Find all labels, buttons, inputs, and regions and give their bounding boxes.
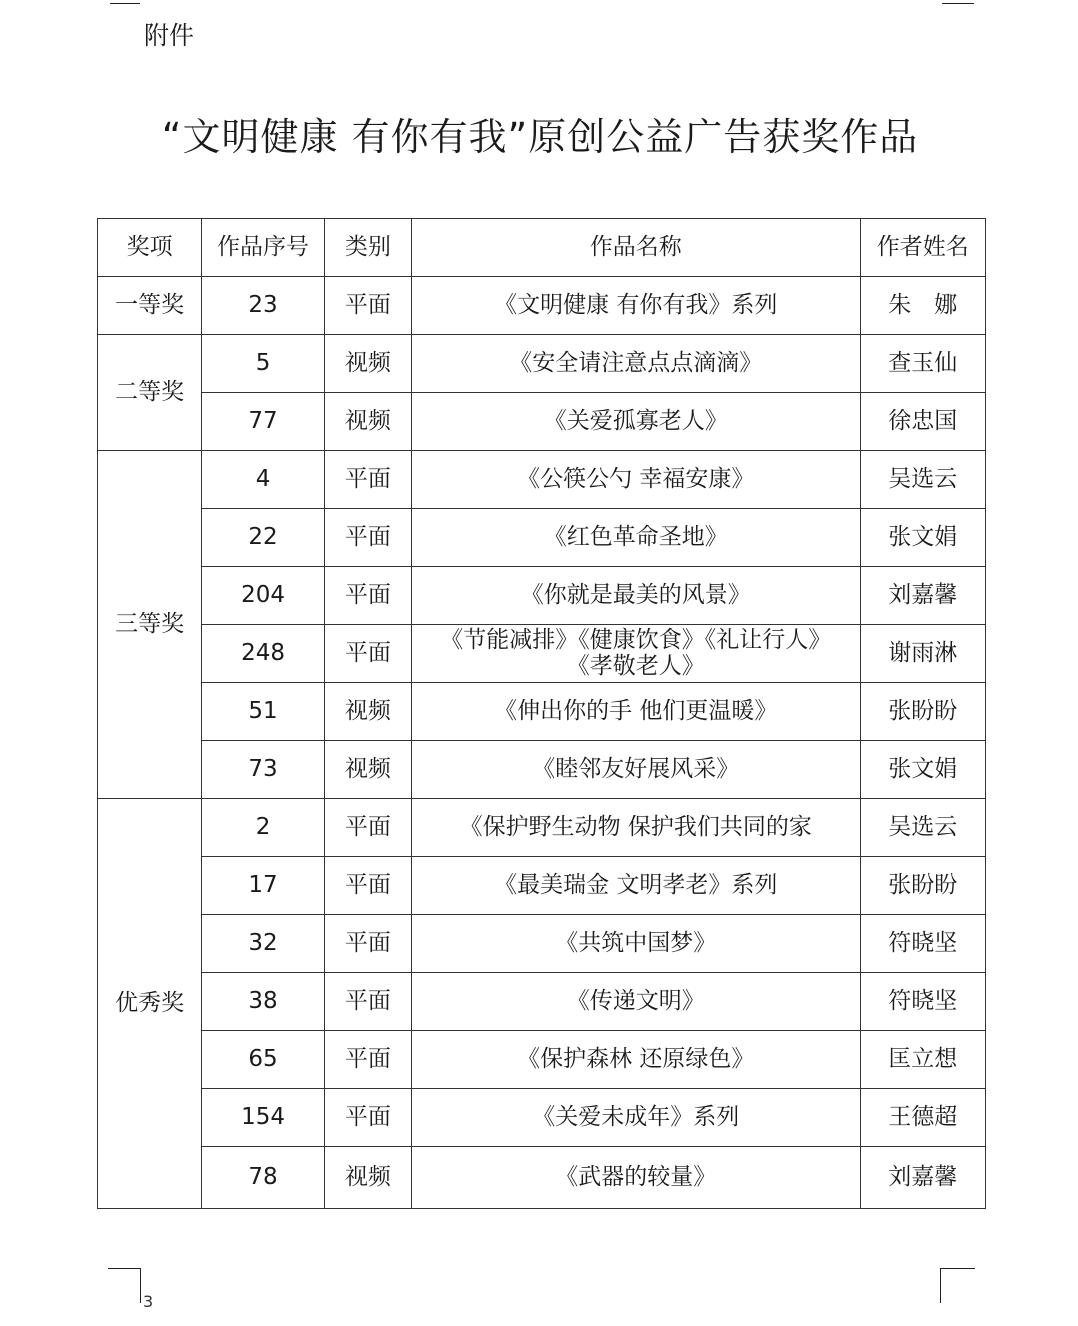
work-title-cell: 《传递文明》 <box>412 973 861 1031</box>
number-cell: 2 <box>202 799 324 857</box>
number-cell: 4 <box>202 451 324 509</box>
type-cell: 平面 <box>324 451 411 509</box>
table-row <box>98 915 986 973</box>
number-cell: 77 <box>202 393 324 451</box>
work-title-cell: 《红色革命圣地》 <box>412 509 861 567</box>
table-row <box>98 451 986 509</box>
type-cell: 视频 <box>324 335 411 393</box>
author-cell: 刘嘉馨 <box>860 1147 985 1209</box>
type-cell: 平面 <box>324 915 411 973</box>
table-row <box>98 857 986 915</box>
number-cell: 204 <box>202 567 324 625</box>
table-row <box>98 625 986 683</box>
number-cell: 5 <box>202 335 324 393</box>
number-cell: 65 <box>202 1031 324 1089</box>
work-title-cell: 《武器的较量》 <box>412 1147 861 1209</box>
number-cell: 38 <box>202 973 324 1031</box>
table-row <box>98 1147 986 1209</box>
number-cell: 248 <box>202 625 324 683</box>
type-cell: 平面 <box>324 625 411 683</box>
work-title-cell: 《关爱孤寡老人》 <box>412 393 861 451</box>
type-cell: 平面 <box>324 857 411 915</box>
type-cell: 平面 <box>324 799 411 857</box>
work-title-cell: 《保护森林 还原绿色》 <box>412 1031 861 1089</box>
table-row <box>98 567 986 625</box>
page-number: 3 <box>143 1292 154 1311</box>
header-type: 类别 <box>324 219 411 277</box>
author-cell: 匡立想 <box>860 1031 985 1089</box>
author-cell: 徐忠国 <box>860 393 985 451</box>
work-title-cell: 《最美瑞金 文明孝老》系列 <box>412 857 861 915</box>
author-cell: 张文娟 <box>860 509 985 567</box>
table-row <box>98 799 986 857</box>
work-title-cell: 《伸出你的手 他们更温暖》 <box>412 683 861 741</box>
author-cell: 张盼盼 <box>860 683 985 741</box>
header-work-title: 作品名称 <box>412 219 861 277</box>
work-title-cell: 《文明健康 有你有我》系列 <box>412 277 861 335</box>
number-cell: 73 <box>202 741 324 799</box>
prize-cell: 一等奖 <box>98 277 202 335</box>
work-title-cell: 《公筷公勺 幸福安康》 <box>412 451 861 509</box>
type-cell: 平面 <box>324 567 411 625</box>
document-title: “文明健康 有你有我”原创公益广告获奖作品 <box>161 115 919 159</box>
type-cell: 平面 <box>324 277 411 335</box>
work-title-cell: 《保护野生动物 保护我们共同的家 <box>412 799 861 857</box>
author-cell: 王德超 <box>860 1089 985 1147</box>
type-cell: 平面 <box>324 509 411 567</box>
table-header-row <box>98 219 986 277</box>
prize-cell: 优秀奖 <box>98 799 202 1209</box>
header-author: 作者姓名 <box>860 219 985 277</box>
type-cell: 平面 <box>324 973 411 1031</box>
work-title-cell: 《关爱未成年》系列 <box>412 1089 861 1147</box>
type-cell: 平面 <box>324 1089 411 1147</box>
author-cell: 刘嘉馨 <box>860 567 985 625</box>
number-cell: 32 <box>202 915 324 973</box>
type-cell: 视频 <box>324 393 411 451</box>
header-prize: 奖项 <box>98 219 202 277</box>
number-cell: 78 <box>202 1147 324 1209</box>
crop-mark-bottom-right <box>940 1268 975 1303</box>
number-cell: 17 <box>202 857 324 915</box>
author-cell: 张盼盼 <box>860 857 985 915</box>
author-cell: 朱 娜 <box>860 277 985 335</box>
author-cell: 张文娟 <box>860 741 985 799</box>
author-cell: 查玉仙 <box>860 335 985 393</box>
author-cell: 吴选云 <box>860 451 985 509</box>
table-row <box>98 1031 986 1089</box>
prize-cell: 三等奖 <box>98 451 202 799</box>
crop-mark-top-left <box>110 0 140 4</box>
type-cell: 视频 <box>324 741 411 799</box>
author-cell: 符晓坚 <box>860 973 985 1031</box>
work-title-cell: 《共筑中国梦》 <box>412 915 861 973</box>
table-row <box>98 1089 986 1147</box>
work-title-cell: 《节能减排》《健康饮食》《礼让行人》 《孝敬老人》 <box>412 625 861 683</box>
type-cell: 平面 <box>324 1031 411 1089</box>
work-title-cell: 《睦邻友好展风采》 <box>412 741 861 799</box>
number-cell: 22 <box>202 509 324 567</box>
table-row <box>98 683 986 741</box>
crop-mark-bottom-left <box>108 1268 141 1303</box>
header-number: 作品序号 <box>202 219 324 277</box>
number-cell: 154 <box>202 1089 324 1147</box>
number-cell: 23 <box>202 277 324 335</box>
work-title-cell: 《你就是最美的风景》 <box>412 567 861 625</box>
table-row <box>98 741 986 799</box>
prize-cell: 二等奖 <box>98 335 202 451</box>
type-cell: 视频 <box>324 1147 411 1209</box>
number-cell: 51 <box>202 683 324 741</box>
table-row <box>98 277 986 335</box>
author-cell: 符晓坚 <box>860 915 985 973</box>
table-row <box>98 973 986 1031</box>
type-cell: 视频 <box>324 683 411 741</box>
table-row <box>98 509 986 567</box>
work-title-cell: 《安全请注意点点滴滴》 <box>412 335 861 393</box>
author-cell: 谢雨淋 <box>860 625 985 683</box>
awards-table <box>97 218 986 1209</box>
table-row <box>98 335 986 393</box>
author-cell: 吴选云 <box>860 799 985 857</box>
attachment-label: 附件 <box>144 21 195 50</box>
table-row <box>98 393 986 451</box>
crop-mark-top-right <box>942 0 974 4</box>
